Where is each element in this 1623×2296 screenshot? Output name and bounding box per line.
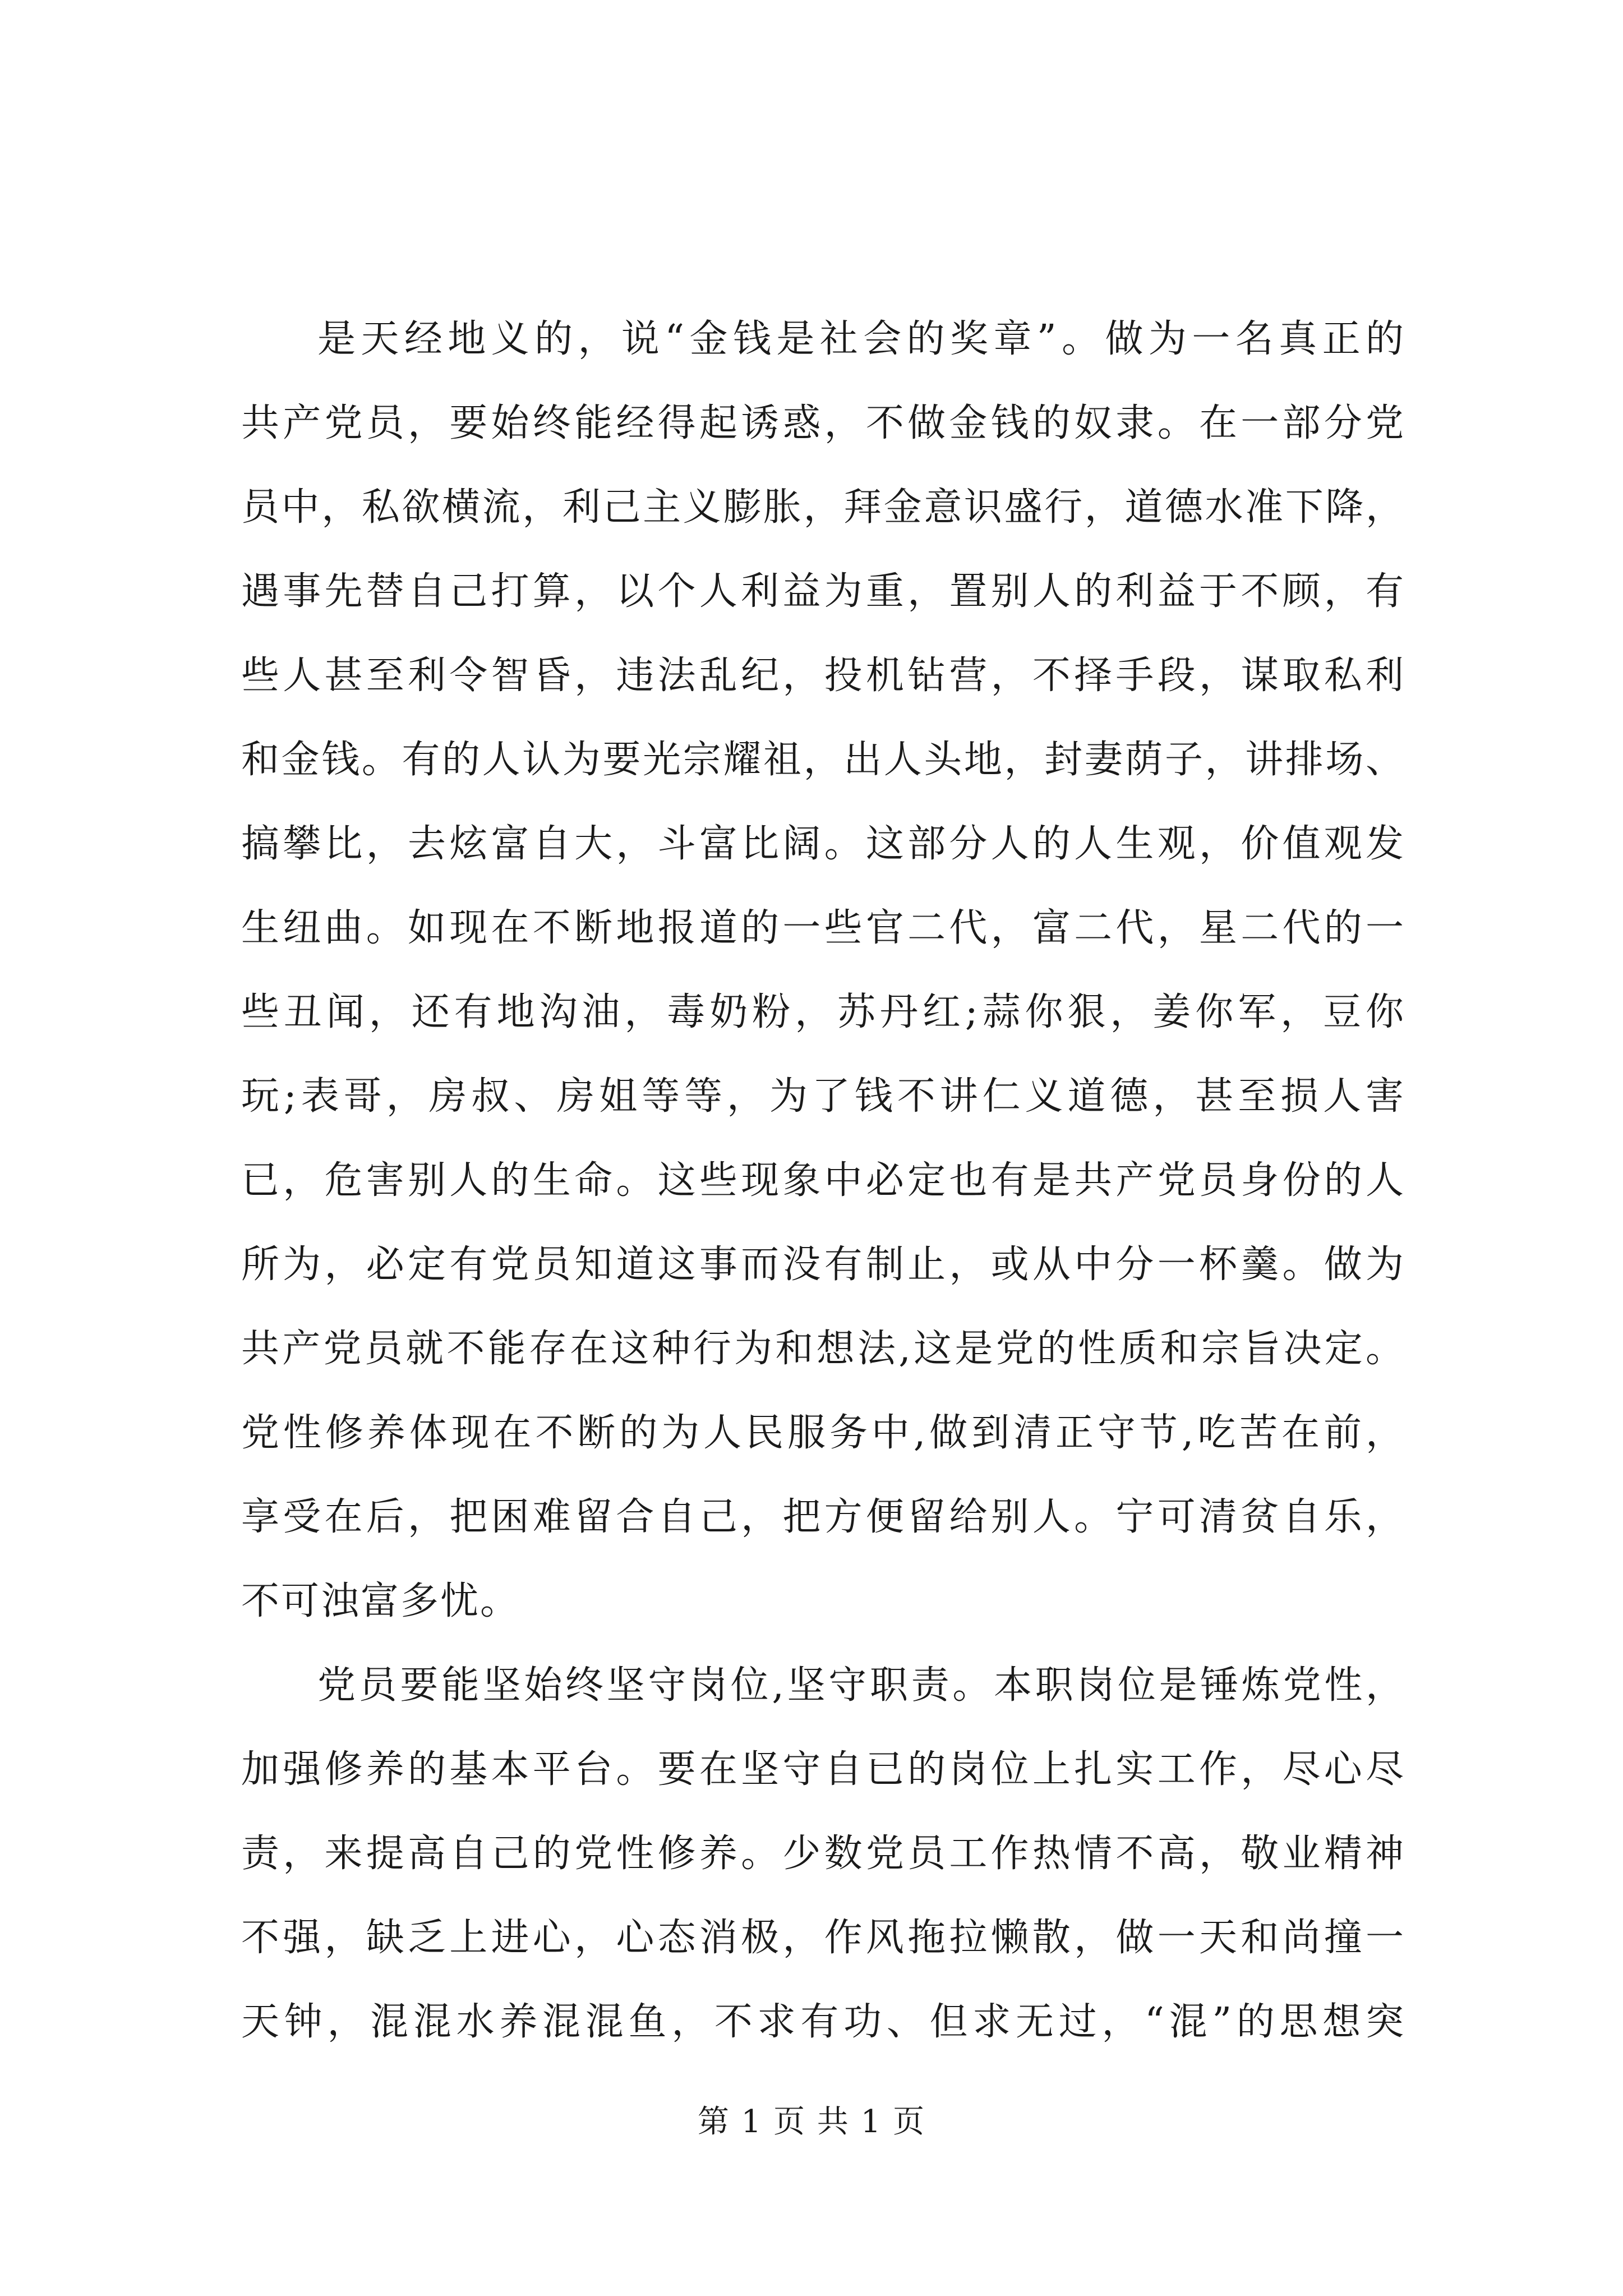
text-line: 和金钱。有的人认为要光宗耀祖，出人头地，封妻荫子，讲排场、	[241, 738, 1405, 782]
text-line: 共产党员就不能存在这种行为和想法,这是党的性质和宗旨决定。	[241, 1327, 1405, 1371]
text-line: 天钟，混混水养混混鱼，不求有功、但求无过，“混”的思想突	[241, 2000, 1405, 2044]
text-line: 党性修养体现在不断的为人民服务中,做到清正守节,吃苦在前，	[241, 1411, 1405, 1455]
text-line: 享受在后，把困难留合自己，把方便留给别人。宁可清贫自乐，	[241, 1495, 1405, 1539]
text-line: 不可浊富多忧。	[241, 1579, 520, 1623]
text-line: 搞攀比，去炫富自大，斗富比阔。这部分人的人生观，价值观发	[241, 822, 1405, 866]
paragraph-1	[241, 297, 1405, 1644]
text-line: 玩;表哥，房叔、房姐等等，为了钱不讲仁义道德，甚至损人害	[241, 1074, 1405, 1119]
text-line: 生纽曲。如现在不断地报道的一些官二代，富二代，星二代的一	[241, 906, 1405, 950]
text-line: 些丑闻，还有地沟油，毒奶粉，苏丹红;蒜你狠，姜你军，豆你	[241, 990, 1405, 1034]
text-line: 不强，缺乏上进心，心态消极，作风拖拉懒散，做一天和尚撞一	[241, 1916, 1405, 1960]
text-line: 党员要能坚始终坚守岗位,坚守职责。本职岗位是锤炼党性，	[317, 1663, 1405, 1708]
text-line: 所为，必定有党员知道这事而没有制止，或从中分一杯羹。做为	[241, 1243, 1405, 1287]
text-line: 遇事先替自己打算，以个人利益为重，置别人的利益于不顾，有	[241, 569, 1405, 614]
text-line: 是天经地义的，说“金钱是社会的奖章”。做为一名真正的	[317, 317, 1405, 361]
text-line: 些人甚至利令智昏，违法乱纪，投机钻营，不择手段，谋取私利	[241, 654, 1405, 698]
text-line: 加强修养的基本平台。要在坚守自已的岗位上扎实工作，尽心尽	[241, 1747, 1405, 1792]
text-line: 共产党员，要始终能经得起诱惑，不做金钱的奴隶。在一部分党	[241, 401, 1405, 445]
text-line: 已，危害别人的生命。这些现象中必定也有是共产党员身份的人	[241, 1158, 1405, 1203]
page-number-footer: 第 1 页 共 1 页	[697, 2104, 926, 2140]
text-line: 责，来提高自己的党性修养。少数党员工作热情不高，敬业精神	[241, 1832, 1405, 1876]
paragraph-2	[241, 1644, 1405, 2064]
text-line: 员中，私欲横流，利己主义膨胀，拜金意识盛行，道德水准下降，	[241, 485, 1405, 530]
document-body	[241, 297, 1405, 2064]
